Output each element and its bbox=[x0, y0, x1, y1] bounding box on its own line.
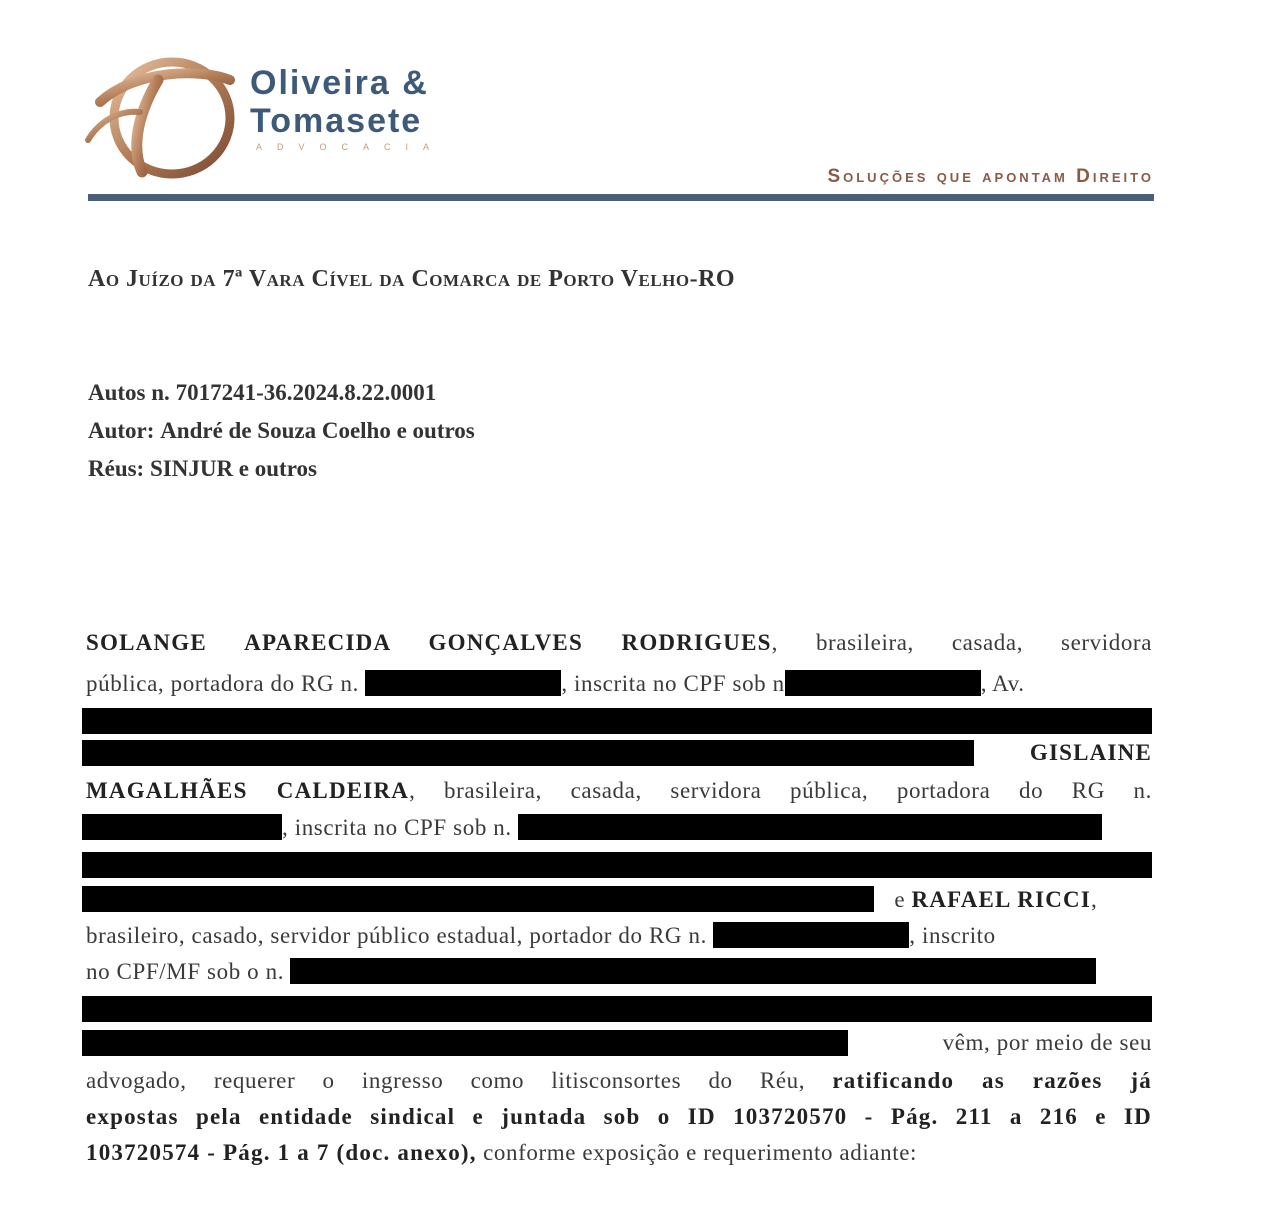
redaction-block bbox=[82, 886, 874, 912]
body-line-5: MAGALHÃES CALDEIRA, brasileira, casada, servidora pública, portadora do RG n. bbox=[86, 778, 1152, 803]
redaction-bar bbox=[82, 708, 1152, 734]
redaction-bar bbox=[82, 852, 1152, 878]
body-line-1: SOLANGE APARECIDA GONÇALVES RODRIGUES, brasileira, casada, servidora bbox=[86, 630, 1153, 655]
redaction-bar bbox=[82, 996, 1152, 1022]
body-line-4 bbox=[86, 740, 1152, 767]
firm-name-line2: Tomasete bbox=[250, 102, 423, 140]
redaction-block bbox=[518, 814, 1102, 840]
reus-value: SINJUR e outros bbox=[149, 456, 317, 481]
redaction-block bbox=[82, 740, 974, 766]
header-divider bbox=[88, 194, 1154, 201]
party-name-gislaine-2: MAGALHÃES CALDEIRA bbox=[86, 778, 410, 803]
autor-label: Autor: bbox=[88, 418, 155, 443]
body-line-13: advogado, requerer o ingresso como litisconsortes do Réu, ratificando as razões já bbox=[86, 1068, 1152, 1093]
redaction-block bbox=[82, 814, 282, 840]
body-line-12: vêm, por meio de seu bbox=[86, 1030, 1152, 1057]
addressee-heading: Ao Juízo da 7ª Vara Cível da Comarca de Porto Velho-RO bbox=[88, 266, 736, 292]
party-name-solange: SOLANGE APARECIDA GONÇALVES RODRIGUES bbox=[86, 630, 772, 655]
body-line-14: expostas pela entidade sindical e juntada sob o ID 103720570 - Pág. 211 a 216 e ID bbox=[86, 1104, 1152, 1129]
redaction-block bbox=[82, 1030, 848, 1056]
redaction-block bbox=[290, 958, 1096, 984]
autor-value: André de Souza Coelho e outros bbox=[160, 418, 475, 443]
body-line-8: e RAFAEL RICCI, bbox=[86, 886, 1152, 913]
redaction-block bbox=[785, 670, 981, 696]
autos-label: Autos n. bbox=[88, 380, 170, 405]
body-line-2: pública, portadora do RG n. , inscrita no CPF sob n , Av. bbox=[86, 671, 1025, 696]
firm-name-line1: Oliveira & bbox=[250, 64, 429, 102]
party-name-rafael: RAFAEL RICCI bbox=[911, 887, 1091, 912]
plaintiff-row bbox=[88, 412, 475, 450]
body-line-10: no CPF/MF sob o n. bbox=[86, 958, 1152, 985]
firm-tagline: Soluções que apontam Direito bbox=[827, 166, 1154, 187]
reus-label: Réus: bbox=[88, 456, 145, 481]
autos-value: 7017241-36.2024.8.22.0001 bbox=[175, 380, 437, 405]
firm-name bbox=[250, 64, 429, 140]
body-line-6: , inscrita no CPF sob n. bbox=[86, 814, 1152, 841]
firm-logo-icon bbox=[80, 40, 240, 190]
redaction-block bbox=[713, 922, 909, 948]
party-name-gislaine-1: GISLAINE bbox=[1029, 740, 1152, 765]
case-number-row bbox=[88, 374, 475, 412]
redaction-block bbox=[365, 670, 561, 696]
body-line-9: brasileiro, casado, servidor público estadual, portador do RG n. , inscrito bbox=[86, 923, 996, 948]
case-info bbox=[88, 374, 475, 488]
body-line-15: 103720574 - Pág. 1 a 7 (doc. anexo), conforme exposição e requerimento adiante: bbox=[86, 1140, 918, 1165]
defendants-row bbox=[88, 450, 475, 488]
firm-subtitle: ADVOCACIA bbox=[256, 142, 445, 152]
